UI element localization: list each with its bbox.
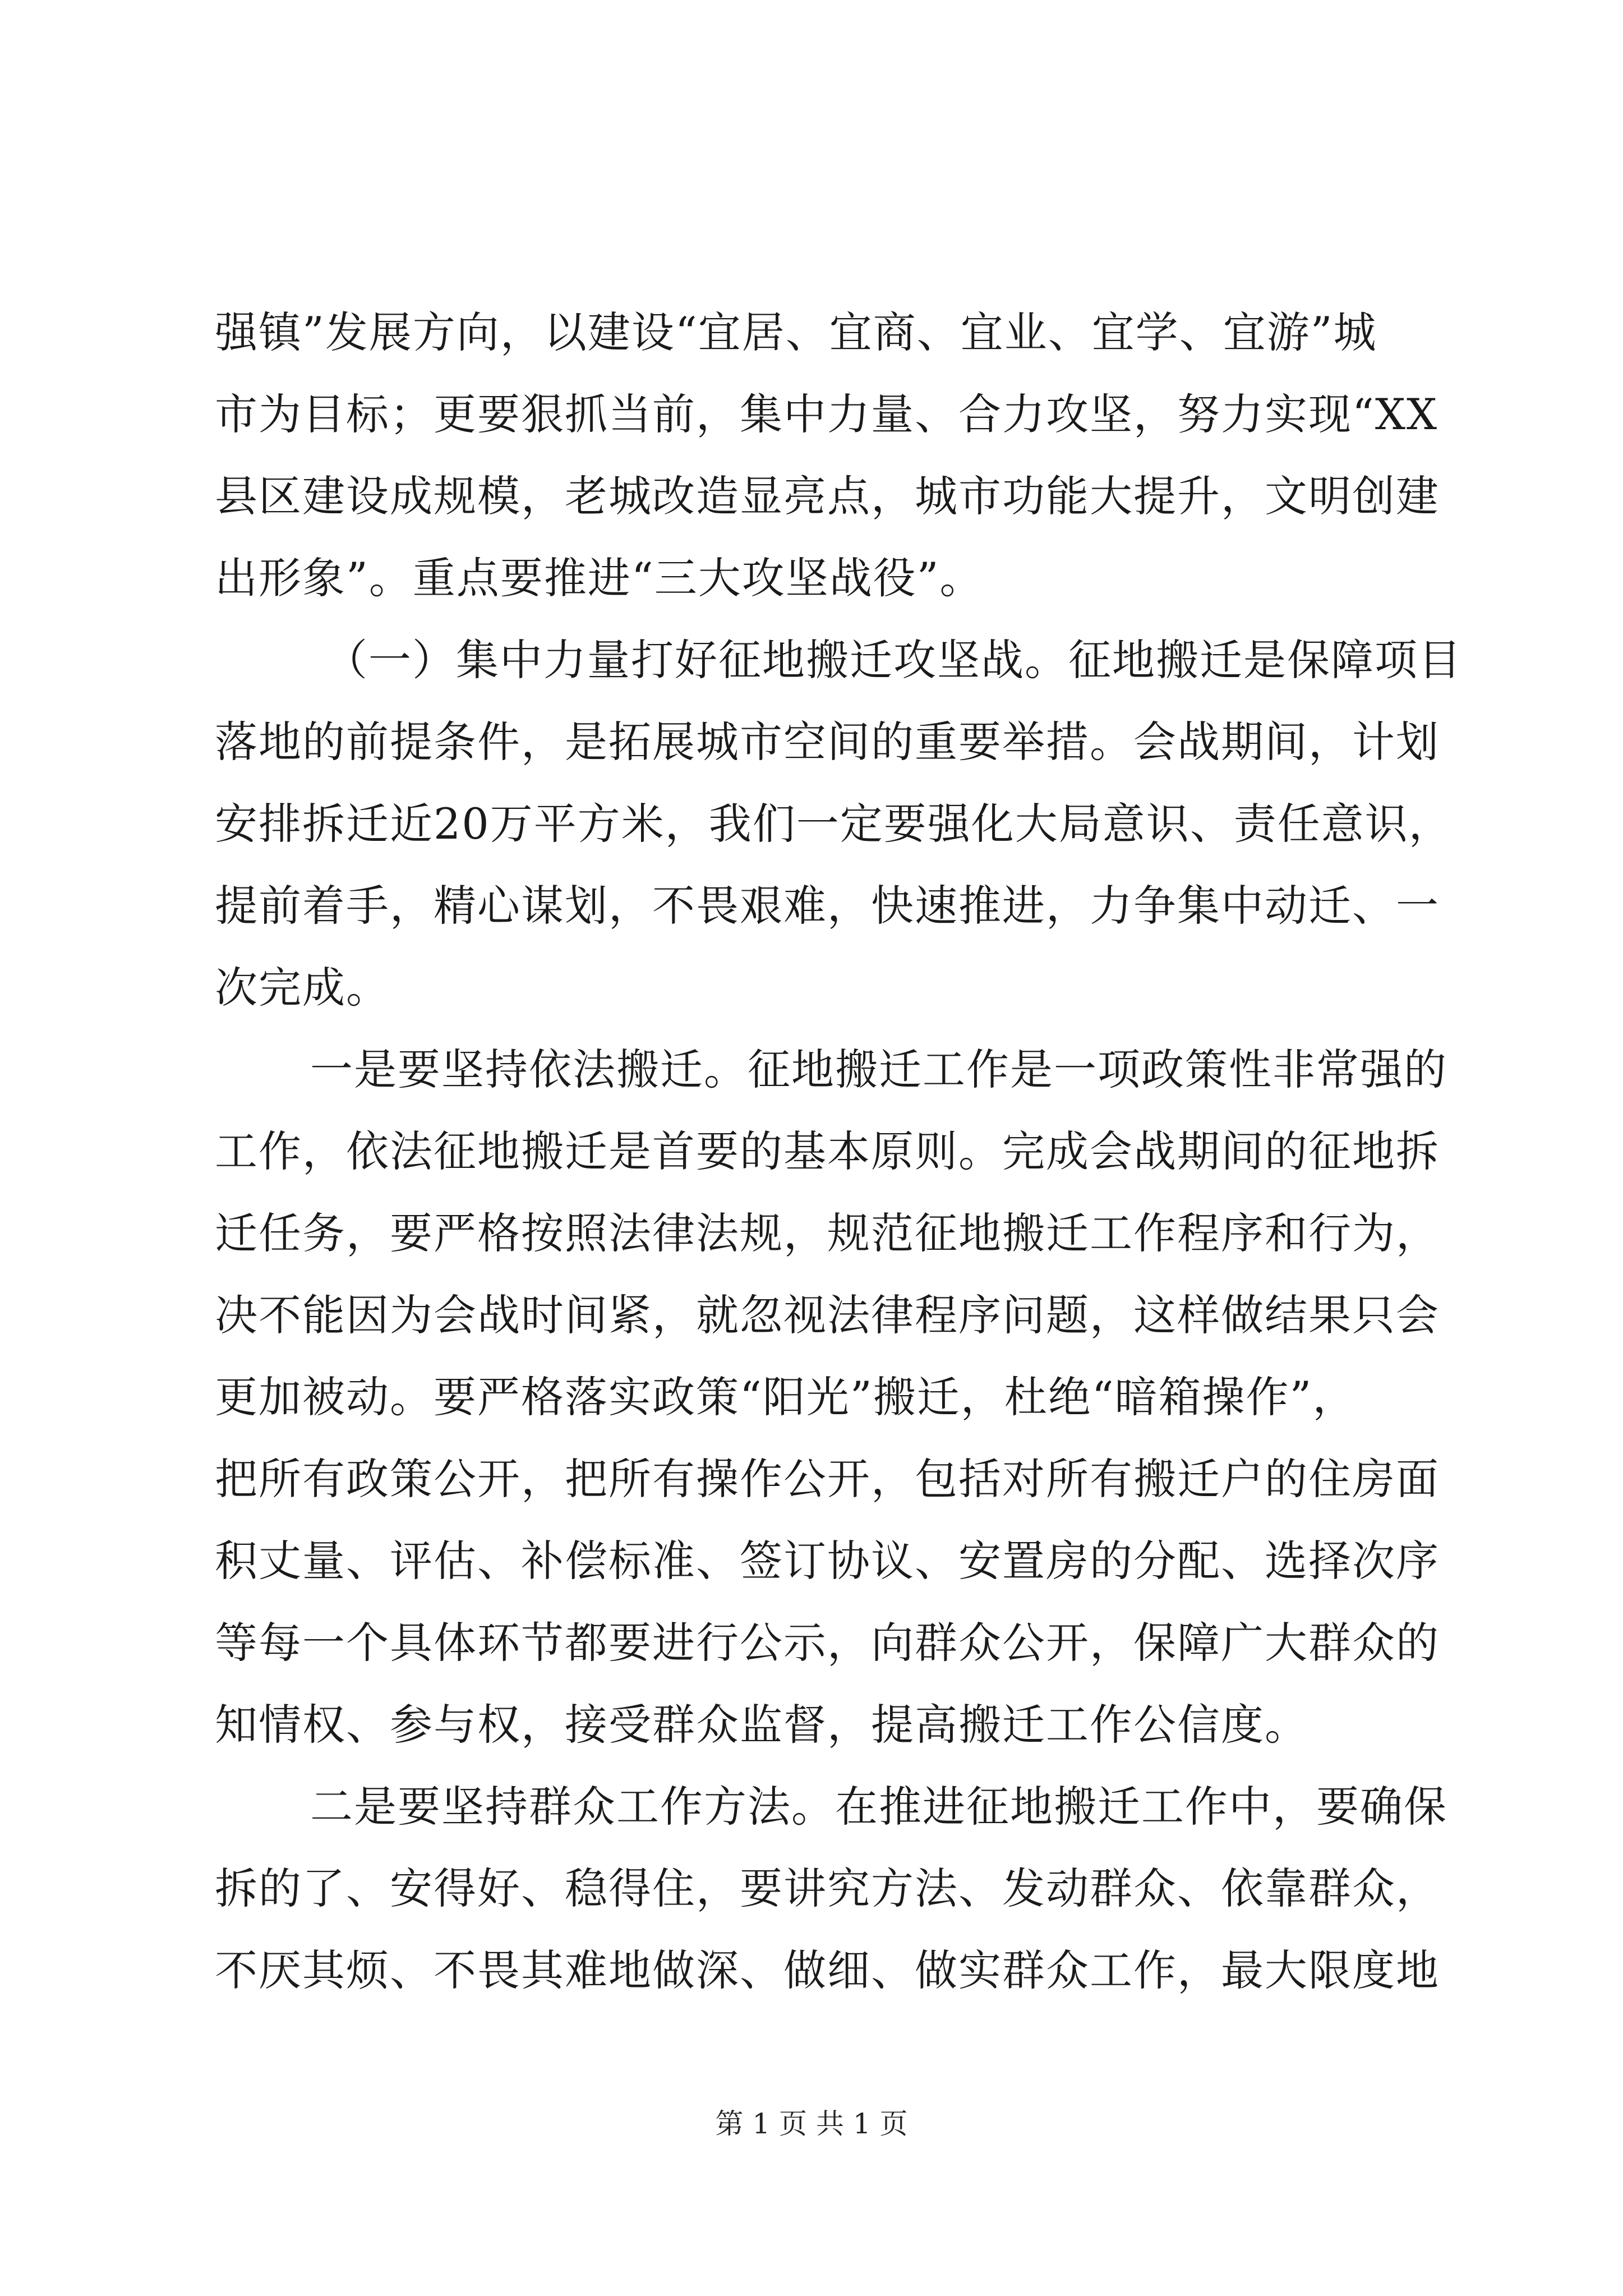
text-line: 落地的前提条件，是拓展城市空间的重要举措。会战期间，计划 — [215, 717, 1440, 767]
text-line: 决不能因为会战时间紧，就忽视法律程序问题，这样做结果只会 — [215, 1290, 1440, 1340]
text-line: 不厌其烦、不畏其难地做深、做细、做实群众工作，最大限度地 — [215, 1945, 1440, 1995]
text-line: 工作，依法征地搬迁是首要的基本原则。完成会战期间的征地拆 — [215, 1126, 1440, 1176]
text-line: 提前着手，精心谋划，不畏艰难，快速推进，力争集中动迁、一 — [215, 881, 1440, 931]
paragraph-start-line: 二是要坚持群众工作方法。在推进征地搬迁工作中，要确保 — [310, 1782, 1447, 1832]
text-line: 把所有政策公开，把所有操作公开，包括对所有搬迁户的住房面 — [215, 1454, 1440, 1504]
text-line: 安排拆迁近20万平方米，我们一定要强化大局意识、责任意识， — [215, 799, 1453, 849]
text-line: 市为目标；更要狠抓当前，集中力量、合力攻坚，努力实现“XX — [215, 389, 1438, 439]
text-line: 知情权、参与权，接受群众监督，提高搬迁工作公信度。 — [215, 1700, 1308, 1750]
text-line: 次完成。 — [215, 963, 390, 1013]
text-line: 出形象”。重点要推进“三大攻坚战役”。 — [215, 553, 984, 603]
text-line: 强镇”发展方向，以建设“宜居、宜商、宜业、宜学、宜游”城 — [215, 307, 1377, 357]
text-line: 等每一个具体环节都要进行公示，向群众公开，保障广大群众的 — [215, 1618, 1440, 1668]
text-line: 迁任务，要严格按照法律法规，规范征地搬迁工作程序和行为， — [215, 1208, 1440, 1258]
section-heading-line: （一）集中力量打好征地搬迁攻坚战。征地搬迁是保障项目 — [325, 635, 1462, 685]
page-number-footer: 第 1 页 共 1 页 — [715, 2108, 908, 2140]
text-line: 积丈量、评估、补偿标准、签订协议、安置房的分配、选择次序 — [215, 1536, 1440, 1586]
text-line: 拆的了、安得好、稳得住，要讲究方法、发动群众、依靠群众， — [215, 1864, 1440, 1913]
text-line: 县区建设成规模，老城改造显亮点，城市功能大提升，文明创建 — [215, 471, 1440, 521]
document-body — [215, 292, 1462, 2012]
paragraph-start-line: 一是要坚持依法搬迁。征地搬迁工作是一项政策性非常强的 — [310, 1045, 1447, 1094]
text-line: 更加被动。要严格落实政策“阳光”搬迁，杜绝“暗箱操作”， — [215, 1372, 1357, 1422]
